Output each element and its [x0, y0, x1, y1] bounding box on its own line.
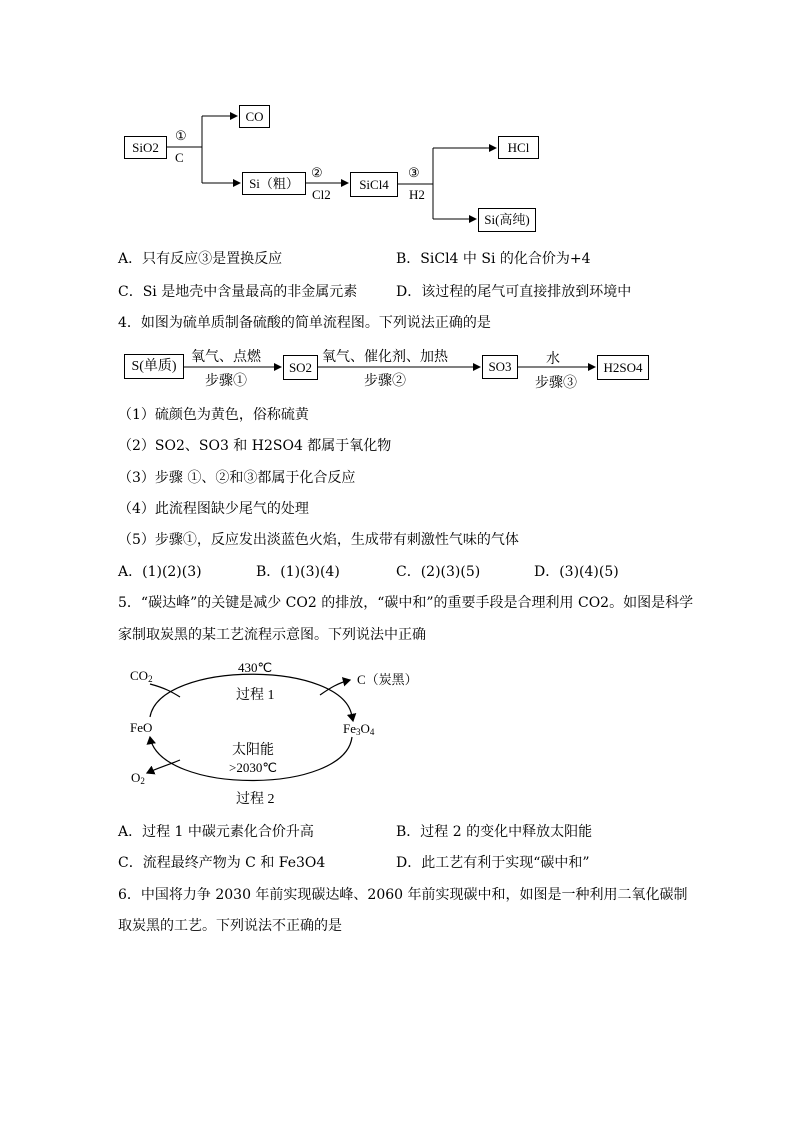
flow-cond2-top: 氧气、催化剂、加热	[322, 350, 448, 365]
sio2-box: SiO2	[124, 136, 167, 159]
q4-statement-1: （1）硫颜色为黄色，俗称硫黄	[118, 407, 309, 423]
co-box: CO	[239, 105, 270, 128]
hcl-box: HCl	[498, 136, 539, 159]
q4-option-a: A．(1)(2)(3)	[118, 564, 202, 580]
q5-stem-line1: 5．“碳达峰”的关键是减少 CO2 的排放，“碳中和”的重要手段是合理利用 CO2。如图是科学	[118, 595, 694, 611]
sulfur-box: S(单质)	[124, 354, 184, 379]
cycle-co2: $CO_2$	[130, 668, 153, 684]
step1-label: ①	[175, 128, 187, 143]
cycle-process1: 过程 1	[236, 688, 275, 703]
cycle-fe3o4: $Fe_3O_4$	[343, 721, 375, 737]
si-crude-box: Si（粗）	[242, 172, 306, 195]
q4-statement-3: （3）步骤 ①、②和③都属于化合反应	[118, 470, 356, 486]
q5-option-b: B．过程 2 的变化中释放太阳能	[396, 824, 593, 840]
cycle-o2: $O_2$	[131, 770, 145, 786]
so3-box: SO3	[482, 355, 518, 379]
q4-statement-5: （5）步骤①，反应发出淡蓝色火焰，生成带有刺激性气味的气体	[118, 532, 519, 548]
q3-option-c: C．Si 是地壳中含量最高的非金属元素	[118, 284, 358, 300]
flow-cond1-bottom: 步骤①	[205, 374, 247, 389]
q5-option-c: C．流程最终产物为 C 和 Fe3O4	[118, 855, 326, 871]
step2-label: ②	[311, 165, 323, 180]
cl2-label: Cl2	[312, 187, 331, 202]
flow-cond1-top: 氧气、点燃	[191, 350, 261, 365]
q4-option-b: B．(1)(3)(4)	[256, 564, 340, 580]
q3-option-a: A．只有反应③是置换反应	[118, 251, 283, 267]
q4-statement-2: （2）SO2、SO3 和 H2SO4 都属于氧化物	[118, 438, 392, 454]
cycle-solar: 太阳能	[232, 743, 274, 758]
q3-option-d: D．该过程的尾气可直接排放到环境中	[396, 284, 632, 300]
h2so4-box: H2SO4	[597, 355, 649, 380]
step3-label: ③	[408, 165, 420, 180]
q4-statement-4: （4）此流程图缺少尾气的处理	[118, 501, 309, 517]
so2-box: SO2	[283, 355, 318, 380]
q4-option-c: C．(2)(3)(5)	[396, 564, 481, 580]
q5-stem-line2: 家制取炭黑的某工艺流程示意图。下列说法中正确	[118, 627, 426, 643]
q4-option-d: D．(3)(4)(5)	[534, 564, 619, 580]
flow-cond3-top: 水	[546, 352, 560, 367]
q6-stem-line2: 取炭黑的工艺。下列说法不正确的是	[118, 918, 342, 934]
q4-stem: 4．如图为硫单质制备硫酸的简单流程图。下列说法正确的是	[118, 315, 491, 331]
flow-cond2-bottom: 步骤②	[364, 374, 406, 389]
si-pure-box: Si(高纯)	[478, 208, 536, 232]
sicl4-box: SiCl4	[350, 172, 398, 197]
q6-stem-line1: 6．中国将力争 2030 年前实现碳达峰、2060 年前实现碳中和，如图是一种利用二氧化碳制	[118, 887, 688, 903]
flow-cond3-bottom: 步骤③	[535, 376, 577, 391]
h2-label: H2	[409, 187, 425, 202]
carbon-label: C	[175, 150, 184, 165]
q5-option-a: A．过程 1 中碳元素化合价升高	[118, 824, 314, 840]
q5-option-d: D．此工艺有利于实现“碳中和”	[396, 855, 590, 871]
cycle-process2: 过程 2	[236, 792, 275, 807]
cycle-feo: FeO	[130, 720, 153, 735]
cycle-temp2: >2030℃	[229, 760, 277, 775]
cycle-temp1: 430℃	[238, 660, 273, 675]
q3-option-b: B．SiCl4 中 Si 的化合价为+4	[396, 251, 591, 267]
cycle-c-black: C（炭黑）	[357, 672, 418, 687]
